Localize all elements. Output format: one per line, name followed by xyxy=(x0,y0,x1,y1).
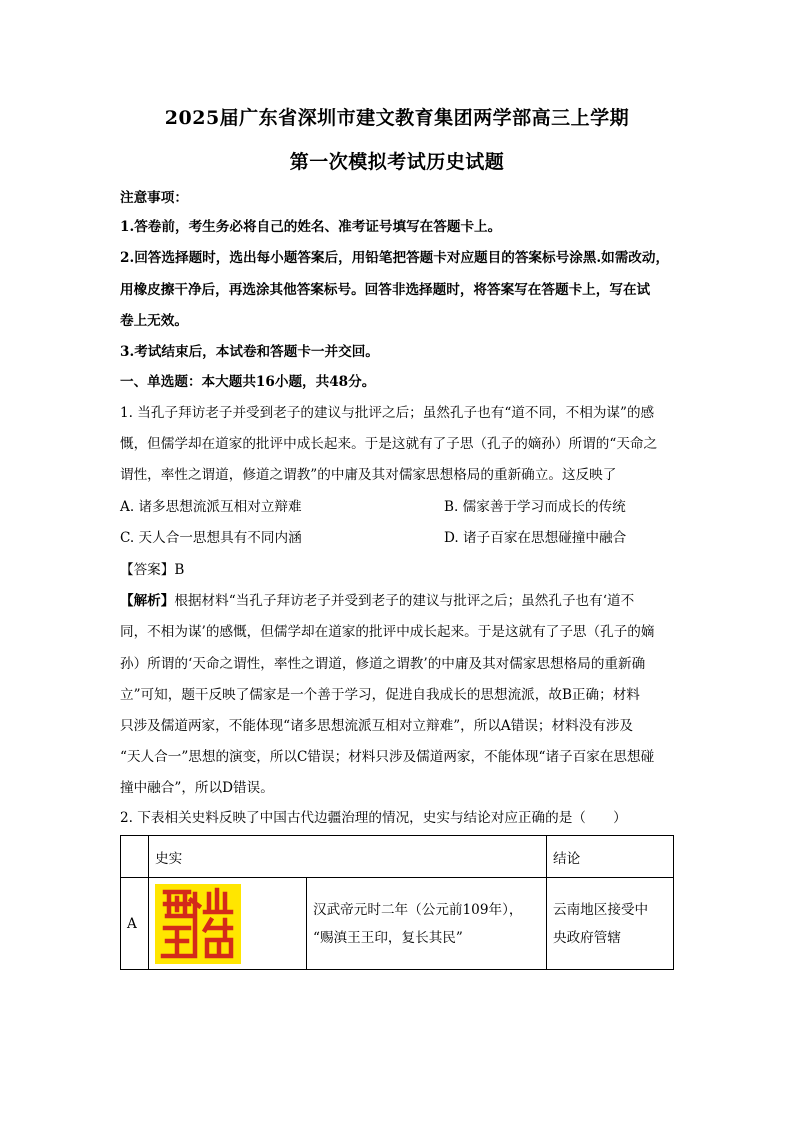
q1-stem-line3: 谓性，率性之谓道，修道之谓教”的中庸及其对儒家思想格局的重新确立。这反映了 xyxy=(120,467,617,483)
q1-analysis-line4: 立”可知，题干反映了儒家是一个善于学习，促进自我成长的思想流派，故B正确；材料 xyxy=(120,687,640,703)
doc-title-line1: 2025届广东省深圳市建文教育集团两学部高三上学期 xyxy=(164,107,630,129)
analysis-text-1: 根据材料“当孔子拜访老子并受到老子的建议与批评之后；虽然孔子也有‘道不 xyxy=(174,593,635,609)
notice-item-2-line2: 用橡皮擦干净后，再选涂其他答案标号。回答非选择题时，将答案写在答题卡上，写在试 xyxy=(120,282,651,298)
q1-analysis-line5: 只涉及儒道两家，不能体现“诸多思想流派互相对立辩难”，所以A错误；材料没有涉及 xyxy=(120,718,634,734)
row-fact-text xyxy=(307,878,547,970)
q2-table xyxy=(120,835,674,970)
seal-stamp-icon xyxy=(155,884,241,964)
q1-analysis-line2: 同，不相为谋’的感慨，但儒学却在道家的批评中成长起来。于是这就有了子思（孔子的嫡 xyxy=(120,624,655,640)
notice-item-3: 3.考试结束后，本试卷和答题卡一并交回。 xyxy=(120,344,379,360)
q2-stem: 2. 下表相关史料反映了中国古代边疆治理的情况，史实与结论对应正确的是（ ） xyxy=(120,810,627,826)
q1-answer: 【答案】B xyxy=(120,562,185,578)
notice-item-1: 1.答卷前，考生务必将自己的姓名、准考证号填写在答题卡上。 xyxy=(120,219,502,235)
table-header-conclusion: 结论 xyxy=(547,836,674,878)
q1-stem-line2: 慨，但儒学却在道家的批评中成长起来。于是这就有了子思（孔子的嫡孙）所谓的“天命之 xyxy=(120,436,658,452)
seal-cell xyxy=(149,878,307,970)
row-fact-line1: 汉武帝元时二年（公元前109年）， xyxy=(313,901,523,918)
table-header-facts: 史实 xyxy=(149,836,547,878)
row-conclusion-line2: 央政府管辖 xyxy=(553,929,621,946)
row-conclusion-line1: 云南地区接受中 xyxy=(553,901,649,918)
dian-king-seal-image xyxy=(155,884,241,964)
table-header-row xyxy=(121,836,674,878)
table-row xyxy=(121,878,674,970)
row-label: A xyxy=(121,878,149,970)
q1-stem-line1: 1. 当孔子拜访老子并受到老子的建议与批评之后；虽然孔子也有“道不同，不相为谋”的感 xyxy=(120,405,655,421)
notice-item-2-line1: 2.回答选择题时，选出每小题答案后，用铅笔把答题卡对应题目的答案标号涂黑.如需改动， xyxy=(120,250,670,266)
q1-option-a: A. 诸多思想流派互相对立辩难 xyxy=(120,499,302,515)
analysis-label: 【解析】 xyxy=(120,593,175,609)
notice-heading: 注意事项： xyxy=(120,190,188,206)
q1-option-d: D. 诸子百家在思想碰撞中融合 xyxy=(444,530,627,546)
section-heading: 一、单选题：本大题共16小题，共48分。 xyxy=(120,374,376,390)
table-header-blank xyxy=(121,836,149,878)
doc-title-line2: 第一次模拟考试历史试题 xyxy=(289,151,505,173)
q1-option-b: B. 儒家善于学习而成长的传统 xyxy=(444,499,626,515)
q1-analysis-line1 xyxy=(120,591,676,611)
q1-analysis-line3: 孙）所谓的‘天命之谓性，率性之谓道，修道之谓教’的中庸及其对儒家思想格局的重新确 xyxy=(120,656,646,672)
row-fact-line2: “赐滇王王印，复长其民” xyxy=(313,929,463,946)
q1-analysis-line7: 撞中融合”，所以D错误。 xyxy=(120,780,274,796)
notice-item-2-line3: 卷上无效。 xyxy=(120,313,188,329)
q1-option-c: C. 天人合一思想具有不同内涵 xyxy=(120,530,302,546)
q1-analysis-line6: “天人合一”思想的演变，所以C错误；材料只涉及儒道两家，不能体现“诸子百家在思想碰 xyxy=(120,749,655,765)
row-conclusion xyxy=(547,878,674,970)
